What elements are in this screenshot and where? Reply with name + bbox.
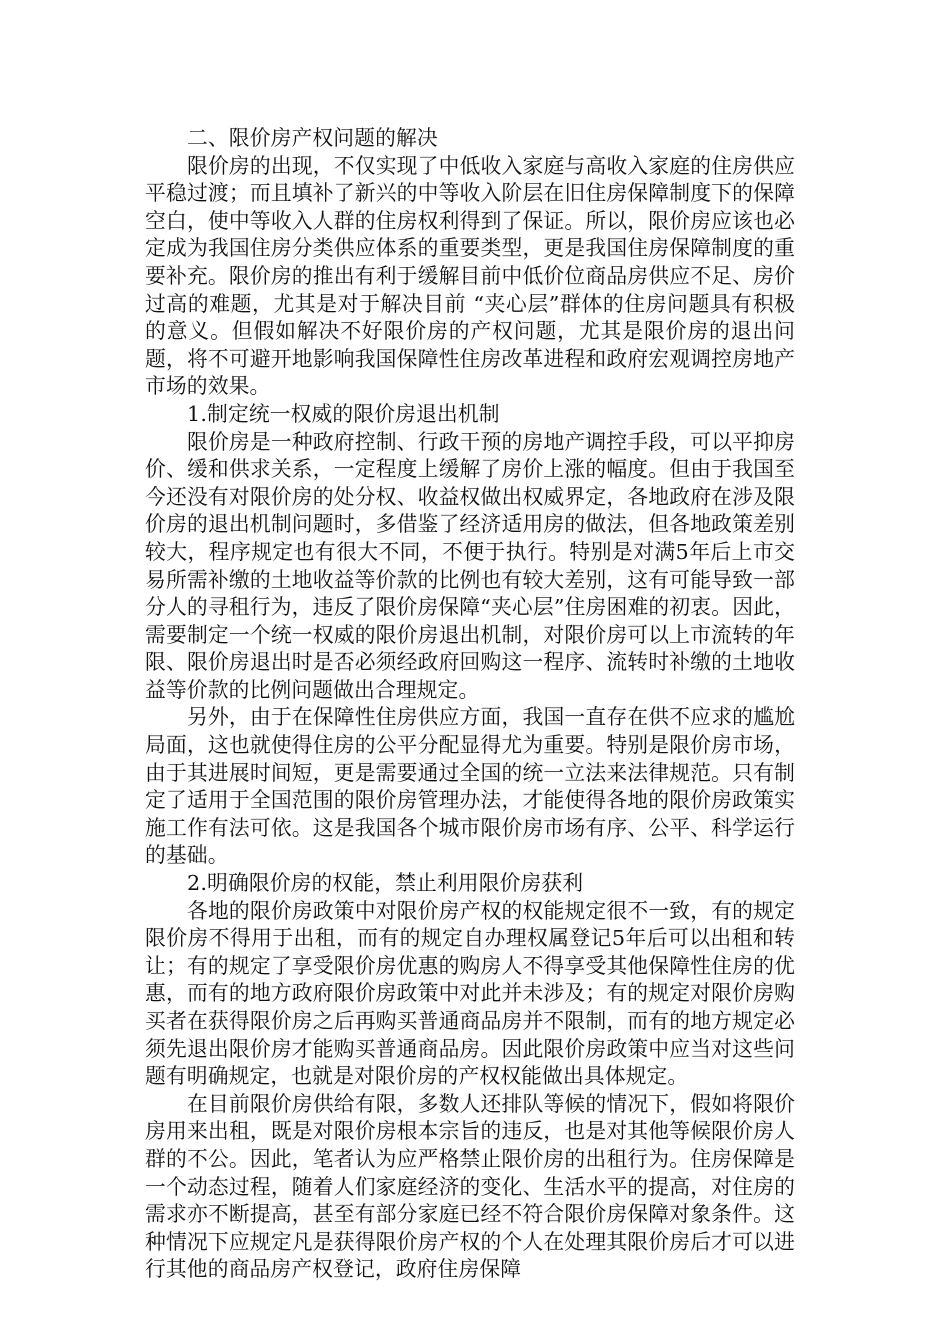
subsection-1-paragraph-1: 限价房是一种政府控制、行政干预的房地产调控手段，可以平抑房价、缓和供求关系，一定程度上缓解了房价上涨的幅度。但由于我国至今还没有对限价房的处分权、收益权做出权威界定，各地政府在涉及限价房的退出机制问题时，多借鉴了经济适用房的做法，但各地政策差别较大，程序规定也有很大不同，不便于执行。特别是对满5年后上市交易所需补缴的土地收益等价款的比例也有较大差别，这有可能导致一部分人的寻租行为，违反了限价房保障“夹心层”住房困难的初衷。因此，需要制定一个统一权威的限价房退出机制，对限价房可以上市流转的年限、限价房退出时是否必须经政府回购这一程序、流转时补缴的土地收益等价款的比例问题做出合理规定。 (145, 429, 795, 702)
intro-paragraph: 限价房的出现，不仅实现了中低收入家庭与高收入家庭的住房供应平稳过渡；而且填补了新兴的中等收入阶层在旧住房保障制度下的保障空白，使中等收入人群的住房权利得到了保证。所以，限价房应该也必定成为我国住房分类供应体系的重要类型，更是我国住房保障制度的重要补充。限价房的推出有利于缓解目前中低价位商品房供应不足、房价过高的难题，尤其是对于解决目前 “夹心层”群体的住房问题具有积极的意义。但假如解决不好限价房的产权问题，尤其是限价房的退出问题，将不可避开地影响我国保障性住房改革进程和政府宏观调控房地产市场的效果。 (145, 153, 795, 399)
subsection-2-title: 2.明确限价房的权能，禁止利用限价房获利 (187, 871, 584, 896)
subsection-1-title: 1.制定统一权威的限价房退出机制 (187, 401, 500, 426)
document-body (145, 125, 795, 1284)
subsection-2-paragraph-2: 在目前限价房供给有限，多数人还排队等候的情况下，假如将限价房用来出租，既是对限价房根本宗旨的违反，也是对其他等候限价房人群的不公。因此，笔者认为应严格禁止限价房的出租行为。住房保障是一个动态过程，随着人们家庭经济的变化、生活水平的提高，对住房的需求亦不断提高，甚至有部分家庭已经不符合限价房保障对象条件。这种情况下应规定凡是获得限价房产权的个人在处理其限价房后才可以进行其他的商品房产权登记，政府住房保障 (145, 1091, 795, 1282)
subsection-1-paragraph-2: 另外，由于在保障性住房供应方面，我国一直存在供不应求的尴尬局面，这也就使得住房的公平分配显得尤为重要。特别是限价房市场，由于其进展时间短，更是需要通过全国的统一立法来法律规范。只有制定了适用于全国范围的限价房管理办法，才能使得各地的限价房政策实施工作有法可依。这是我国各个城市限价房市场有序、公平、科学运行的基础。 (145, 705, 795, 868)
section-title: 二、限价房产权问题的解决 (187, 126, 438, 150)
subsection-2-paragraph-1: 各地的限价房政策中对限价房产权的权能规定很不一致，有的规定限价房不得用于出租，而有的规定自办理权属登记5年后可以出租和转让；有的规定了享受限价房优惠的购房人不得享受其他保障性住房的优惠，而有的地方政府限价房政策中对此并未涉及；有的规定对限价房购买者在获得限价房之后再购买普通商品房并不限制，而有的地方规定必须先退出限价房才能购买普通商品房。因此限价房政策中应当对这些问题有明确规定，也就是对限价房的产权权能做出具体规定。 (145, 898, 795, 1089)
